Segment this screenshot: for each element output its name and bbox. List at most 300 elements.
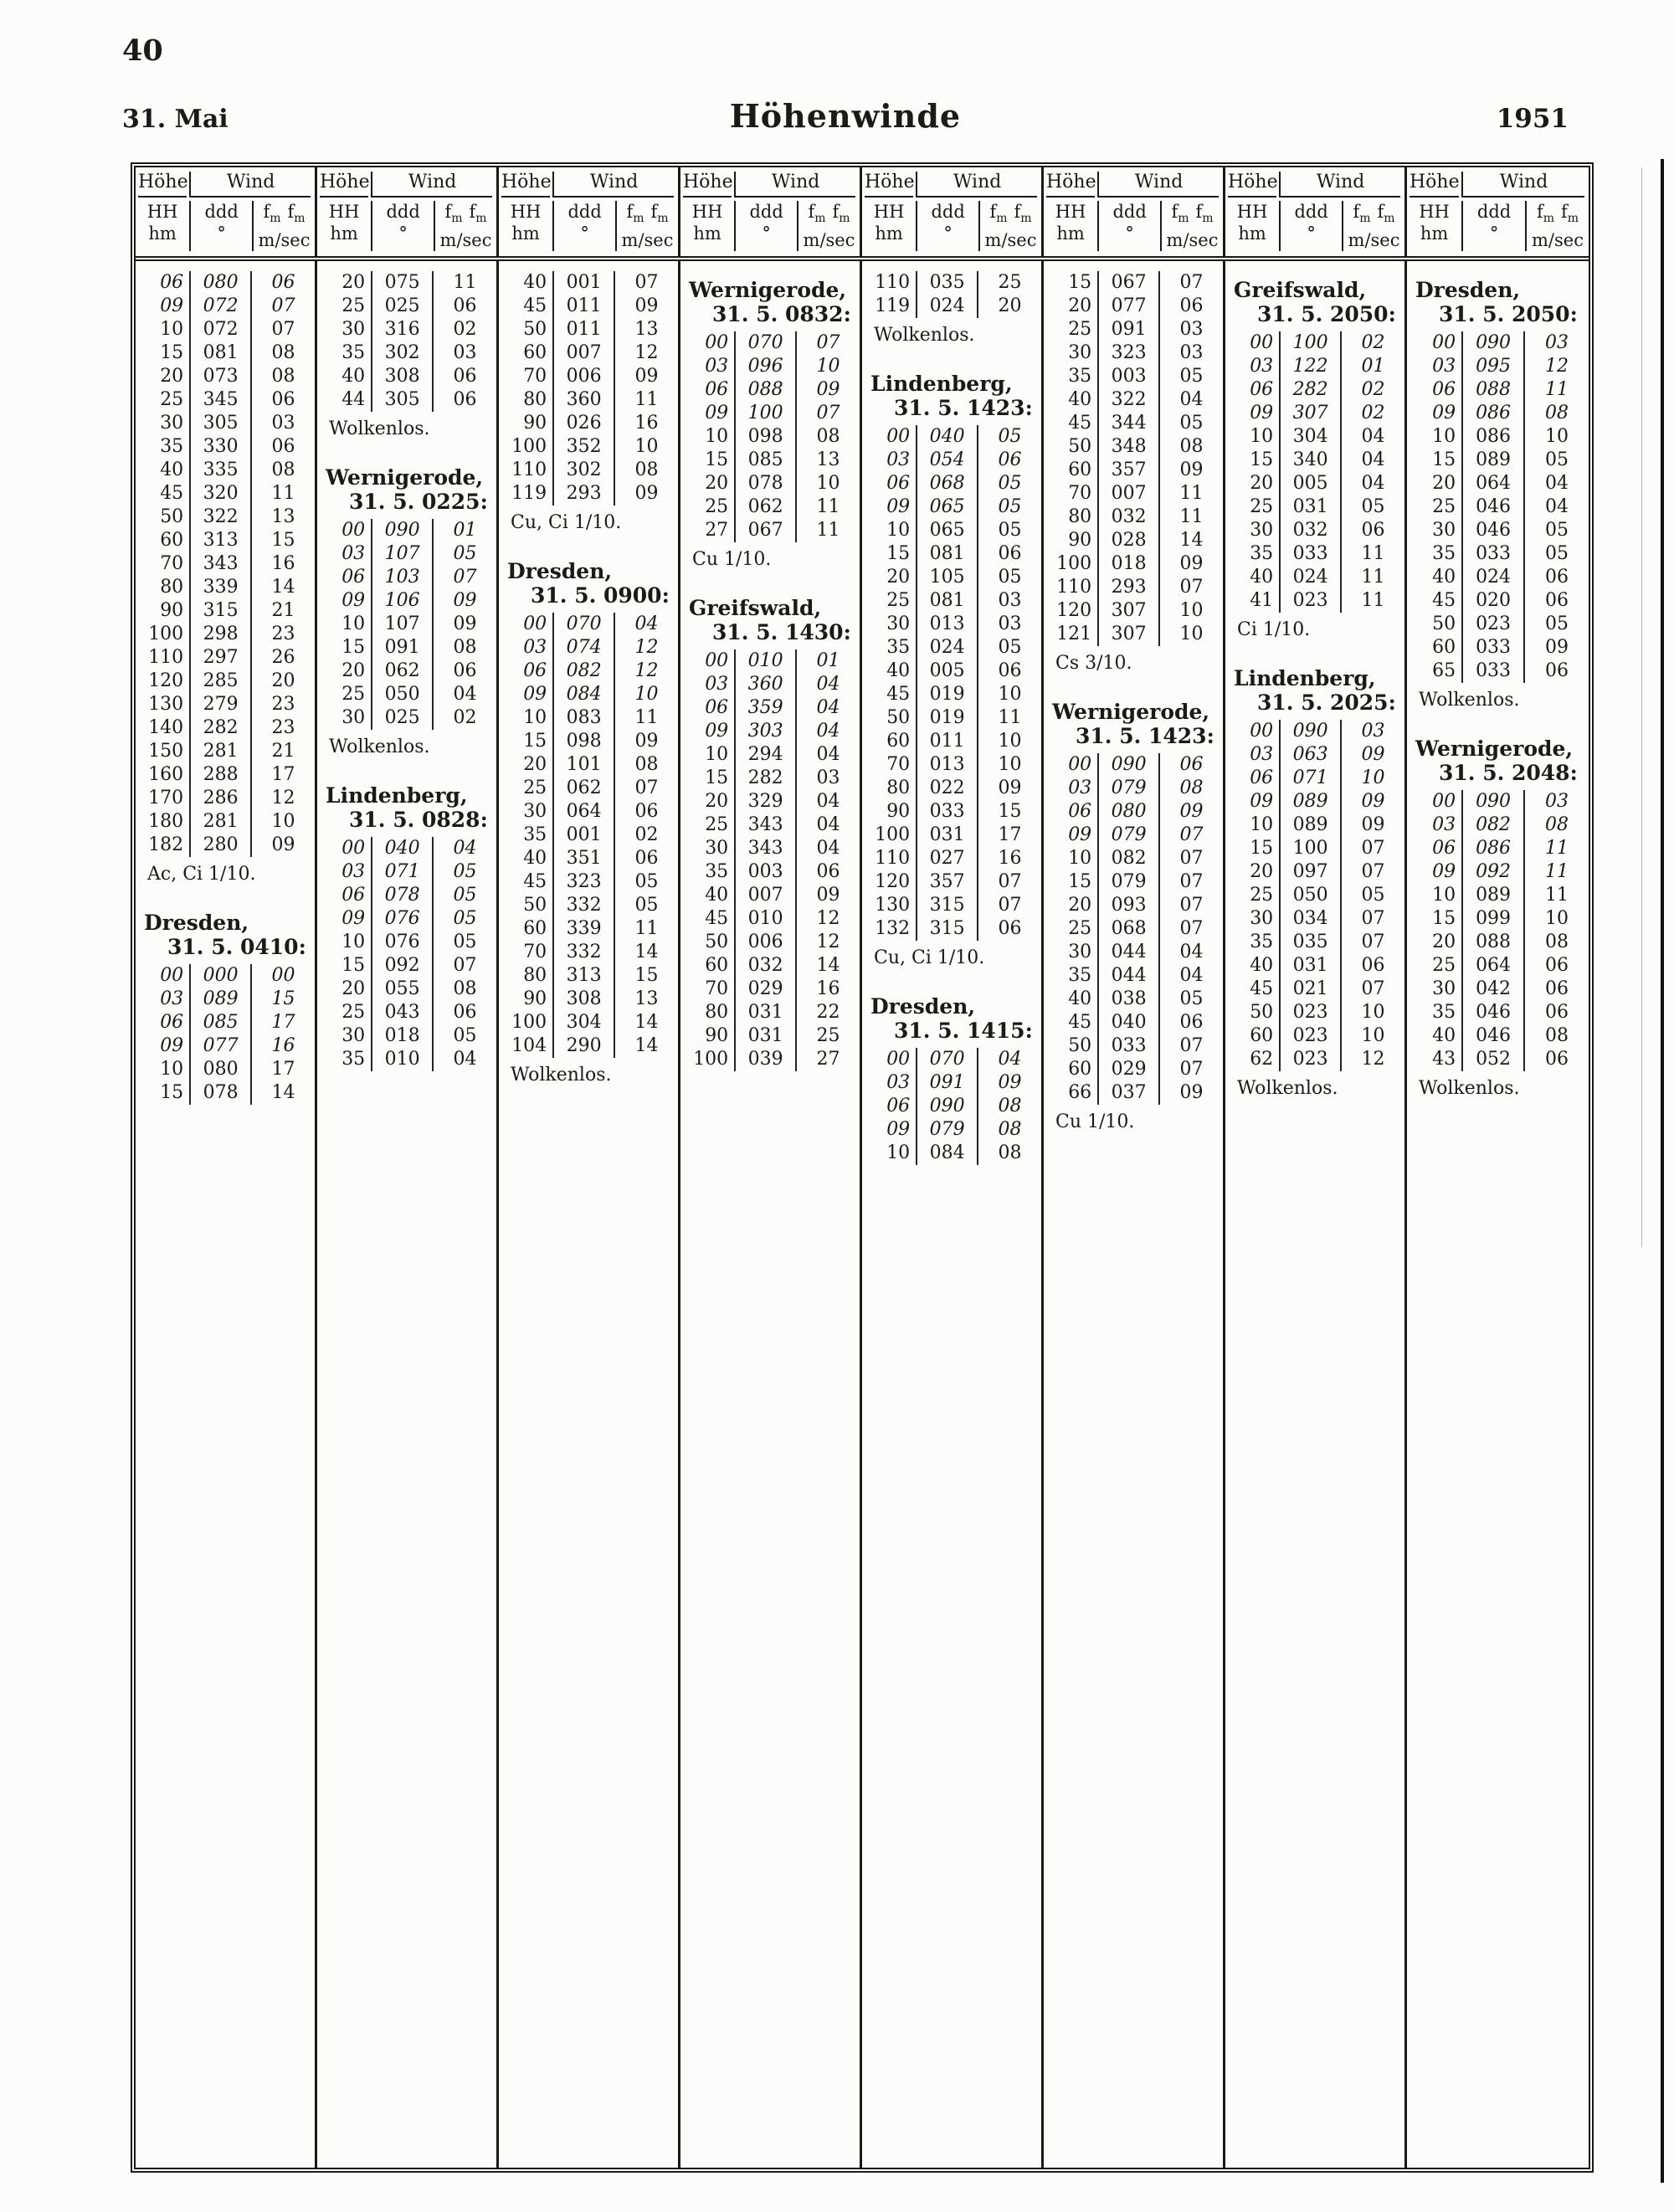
ddd-cell: 000 bbox=[189, 964, 252, 988]
hh-cell: 06 bbox=[705, 379, 729, 401]
table-row bbox=[136, 740, 315, 763]
hh-cell: 15 bbox=[1068, 871, 1092, 893]
ddd-cell: 005 bbox=[1279, 472, 1342, 495]
hh-cell: 90 bbox=[705, 1025, 729, 1047]
ddd-cell: 313 bbox=[552, 964, 615, 988]
table-row bbox=[499, 870, 678, 894]
hh-cell: 70 bbox=[160, 553, 184, 575]
fm-cell: 12 bbox=[816, 932, 840, 953]
fm-cell: 16 bbox=[998, 848, 1022, 870]
fm-cell: 05 bbox=[1545, 613, 1569, 635]
hh-cell: 25 bbox=[341, 1002, 366, 1024]
table-row bbox=[1225, 449, 1404, 472]
fm-cell: 04 bbox=[1179, 965, 1204, 987]
fm-cell: 06 bbox=[1545, 567, 1569, 588]
station-heading bbox=[1044, 700, 1223, 748]
fm-cell: 01 bbox=[816, 650, 840, 672]
hh-label: HH bbox=[146, 202, 178, 222]
ddd-cell: 026 bbox=[552, 412, 615, 435]
ddd-cell: 091 bbox=[1097, 318, 1160, 341]
table-row bbox=[1225, 542, 1404, 566]
hh-cell: 50 bbox=[886, 707, 911, 729]
table-row bbox=[499, 659, 678, 683]
hh-cell: 09 bbox=[523, 684, 547, 706]
hh-cell: 100 bbox=[1056, 553, 1092, 575]
ddd-cell: 081 bbox=[189, 341, 252, 365]
table-row bbox=[499, 388, 678, 412]
station-heading bbox=[862, 372, 1041, 420]
data-block bbox=[1407, 790, 1589, 1071]
fm-cell: 05 bbox=[1545, 520, 1569, 541]
table-row bbox=[1407, 837, 1589, 860]
fm-cell: 02 bbox=[1361, 403, 1385, 424]
table-row bbox=[499, 824, 678, 847]
hh-cell: 50 bbox=[1068, 1035, 1092, 1057]
table-row bbox=[317, 636, 496, 659]
table-row bbox=[136, 763, 315, 787]
cloud-note: Ac, Ci 1/10. bbox=[147, 864, 256, 885]
speed-unit: m/sec bbox=[1348, 230, 1400, 251]
table-row bbox=[1407, 790, 1589, 813]
fm-cell: 12 bbox=[271, 788, 295, 809]
station-heading bbox=[317, 783, 496, 832]
ddd-cell: 105 bbox=[916, 566, 978, 589]
hh-cell: 25 bbox=[341, 684, 366, 706]
fm-cell: 05 bbox=[1545, 543, 1569, 565]
ddd-cell: 315 bbox=[916, 917, 978, 941]
fm-cell: 04 bbox=[634, 613, 659, 635]
table-row bbox=[862, 472, 1041, 495]
speed-unit: m/sec bbox=[439, 230, 492, 251]
table-row bbox=[1044, 482, 1223, 506]
ddd-cell: 019 bbox=[916, 683, 978, 706]
fm-unit-header bbox=[797, 201, 860, 251]
ddd-cell: 323 bbox=[1097, 341, 1160, 365]
hh-cell: 60 bbox=[523, 918, 547, 940]
table-row bbox=[499, 706, 678, 730]
ddd-cell: 079 bbox=[916, 1118, 978, 1142]
ddd-cell: 042 bbox=[1461, 978, 1525, 1001]
hh-cell: 45 bbox=[160, 483, 184, 505]
hh-unit-header bbox=[1044, 201, 1097, 251]
date-label: 31. Mai bbox=[122, 105, 229, 134]
ddd-cell: 025 bbox=[371, 706, 434, 730]
fm-cell: 15 bbox=[271, 530, 295, 552]
ddd-cell: 031 bbox=[916, 824, 978, 847]
station-name: Dresden, bbox=[870, 994, 976, 1019]
ddd-cell: 062 bbox=[734, 495, 797, 519]
ddd-label: ddd bbox=[749, 202, 783, 222]
hh-cell: 25 bbox=[1432, 496, 1456, 518]
ddd-cell: 089 bbox=[1461, 884, 1525, 907]
data-block bbox=[136, 271, 315, 857]
table-row bbox=[136, 964, 315, 988]
ddd-cell: 343 bbox=[734, 837, 797, 860]
station-datetime: 31. 5. 0900: bbox=[531, 583, 670, 608]
station-datetime: 31. 5. 2048: bbox=[1439, 761, 1578, 786]
ddd-cell: 329 bbox=[734, 790, 797, 813]
table-row bbox=[1044, 506, 1223, 529]
table-row bbox=[680, 673, 860, 696]
fm-cell: 03 bbox=[1545, 791, 1569, 813]
hh-cell: 20 bbox=[1432, 473, 1456, 495]
hh-cell: 60 bbox=[160, 530, 184, 552]
hh-cell: 10 bbox=[523, 707, 547, 729]
fm-label: $f_m$ $f_m$ bbox=[626, 202, 669, 226]
ddd-cell: 010 bbox=[734, 907, 797, 931]
header-units-row bbox=[1044, 198, 1223, 251]
header-units-row bbox=[1407, 198, 1589, 251]
ddd-cell: 305 bbox=[189, 412, 252, 435]
hh-cell: 03 bbox=[886, 1072, 911, 1094]
table-row bbox=[136, 1081, 315, 1105]
table-row bbox=[317, 365, 496, 388]
hh-label: HH bbox=[510, 202, 542, 222]
ddd-cell: 316 bbox=[371, 318, 434, 341]
table-row bbox=[499, 730, 678, 753]
hh-cell: 25 bbox=[1068, 319, 1092, 341]
ddd-unit-header bbox=[1097, 201, 1160, 251]
ddd-cell: 281 bbox=[189, 740, 252, 763]
table-row bbox=[680, 1001, 860, 1024]
fm-cell: 05 bbox=[1179, 366, 1204, 387]
hh-cell: 30 bbox=[1068, 942, 1092, 963]
fm-cell: 05 bbox=[998, 496, 1022, 518]
hh-cell: 100 bbox=[693, 1049, 729, 1070]
fm-cell: 13 bbox=[816, 449, 840, 471]
table-row bbox=[136, 412, 315, 435]
hoehe-header: Höhe bbox=[320, 172, 368, 198]
station-datetime: 31. 5. 1423: bbox=[894, 396, 1033, 421]
fm-cell: 11 bbox=[998, 707, 1022, 729]
ddd-cell: 029 bbox=[734, 978, 797, 1001]
ddd-cell: 076 bbox=[371, 931, 434, 954]
ddd-cell: 106 bbox=[371, 589, 434, 613]
ddd-unit-header bbox=[371, 201, 434, 251]
ddd-label: ddd bbox=[204, 202, 239, 222]
header-top-row bbox=[1044, 172, 1223, 198]
table-row bbox=[862, 636, 1041, 659]
ddd-cell: 065 bbox=[916, 495, 978, 519]
hh-cell: 20 bbox=[1432, 932, 1456, 953]
table-row bbox=[862, 706, 1041, 730]
ddd-cell: 007 bbox=[734, 884, 797, 907]
hh-cell: 15 bbox=[160, 342, 184, 364]
ddd-cell: 067 bbox=[1097, 271, 1160, 295]
table-row bbox=[1407, 449, 1589, 472]
ddd-cell: 054 bbox=[916, 449, 978, 472]
ddd-cell: 082 bbox=[552, 659, 615, 683]
fm-cell: 04 bbox=[1361, 449, 1385, 471]
hh-cell: 119 bbox=[875, 295, 911, 317]
station-name: Lindenberg, bbox=[1234, 666, 1376, 691]
table-row bbox=[499, 482, 678, 506]
fm-cell: 02 bbox=[1361, 332, 1385, 354]
data-block bbox=[1225, 331, 1404, 613]
hh-cell: 90 bbox=[523, 413, 547, 434]
ddd-cell: 078 bbox=[371, 884, 434, 907]
table-row bbox=[1044, 870, 1223, 894]
hh-cell: 20 bbox=[523, 754, 547, 776]
station-heading bbox=[680, 596, 860, 644]
hh-cell: 60 bbox=[1432, 637, 1456, 659]
hh-cell: 80 bbox=[523, 965, 547, 987]
table-row bbox=[1044, 894, 1223, 917]
hh-cell: 15 bbox=[160, 1082, 184, 1104]
table-row bbox=[1225, 472, 1404, 495]
page-number: 40 bbox=[122, 33, 163, 68]
fm-cell: 06 bbox=[271, 272, 295, 294]
data-block bbox=[680, 331, 860, 542]
cloud-note: Wolkenlos. bbox=[329, 736, 430, 758]
ddd-cell: 046 bbox=[1461, 1024, 1525, 1048]
ddd-cell: 100 bbox=[734, 402, 797, 425]
fm-cell: 08 bbox=[271, 366, 295, 387]
fm-cell: 08 bbox=[453, 637, 477, 659]
ddd-cell: 032 bbox=[734, 954, 797, 978]
fm-cell: 07 bbox=[1179, 1059, 1204, 1080]
fm-cell: 12 bbox=[1361, 1049, 1385, 1070]
fm-cell: 09 bbox=[1179, 1082, 1204, 1104]
hoehe-header: Höhe bbox=[138, 172, 187, 198]
fm-cell: 15 bbox=[271, 988, 295, 1010]
ddd-cell: 294 bbox=[734, 743, 797, 767]
ddd-label: ddd bbox=[931, 202, 965, 222]
fm-cell: 06 bbox=[1545, 955, 1569, 977]
year-label: 1951 bbox=[1496, 104, 1569, 134]
hh-cell: 110 bbox=[1056, 577, 1092, 598]
column-group-header bbox=[680, 167, 862, 256]
speed-unit: m/sec bbox=[984, 230, 1037, 251]
ddd-label: ddd bbox=[1112, 202, 1147, 222]
fm-cell: 09 bbox=[1179, 459, 1204, 481]
ddd-cell: 122 bbox=[1279, 355, 1342, 378]
hh-cell: 06 bbox=[1432, 379, 1456, 401]
ddd-cell: 091 bbox=[371, 636, 434, 659]
fm-cell: 12 bbox=[634, 660, 659, 682]
hh-cell: 30 bbox=[160, 413, 184, 434]
table-row bbox=[317, 589, 496, 613]
fm-cell: 08 bbox=[634, 754, 659, 776]
ddd-cell: 068 bbox=[916, 472, 978, 495]
ddd-cell: 082 bbox=[1097, 847, 1160, 870]
table-row bbox=[1044, 800, 1223, 824]
table-row bbox=[1407, 860, 1589, 884]
hh-unit: hm bbox=[693, 223, 721, 244]
table-row bbox=[862, 1095, 1041, 1118]
table-row bbox=[1407, 884, 1589, 907]
hh-cell: 35 bbox=[523, 824, 547, 846]
table-row bbox=[136, 295, 315, 318]
table-row bbox=[1044, 529, 1223, 552]
fm-cell: 09 bbox=[634, 731, 659, 752]
ddd-cell: 345 bbox=[189, 388, 252, 412]
hh-cell: 100 bbox=[511, 436, 547, 458]
table-row bbox=[136, 988, 315, 1011]
table-row bbox=[1044, 412, 1223, 435]
data-block bbox=[680, 649, 860, 1071]
hh-cell: 50 bbox=[1432, 613, 1456, 635]
ddd-cell: 038 bbox=[1097, 988, 1160, 1011]
fm-cell: 04 bbox=[1179, 942, 1204, 963]
table-row bbox=[680, 978, 860, 1001]
fm-cell: 09 bbox=[634, 483, 659, 505]
table-row bbox=[1407, 472, 1589, 495]
table-row bbox=[1044, 271, 1223, 295]
hh-cell: 27 bbox=[705, 520, 729, 541]
hh-unit-header bbox=[1225, 201, 1279, 251]
table-row bbox=[1225, 790, 1404, 813]
table-column bbox=[1407, 261, 1589, 2168]
ddd-cell: 304 bbox=[552, 1011, 615, 1034]
table-row bbox=[136, 646, 315, 670]
table-row bbox=[1407, 331, 1589, 355]
hh-cell: 09 bbox=[705, 721, 729, 742]
fm-cell: 05 bbox=[453, 1025, 477, 1047]
fm-cell: 06 bbox=[1361, 955, 1385, 977]
fm-cell: 11 bbox=[816, 496, 840, 518]
fm-cell: 05 bbox=[1179, 413, 1204, 434]
hh-label: HH bbox=[1055, 202, 1086, 222]
fm-label: $f_m$ $f_m$ bbox=[1536, 202, 1579, 226]
ddd-cell: 033 bbox=[916, 800, 978, 824]
hh-cell: 35 bbox=[1250, 932, 1274, 953]
table-row bbox=[499, 1034, 678, 1058]
ddd-cell: 031 bbox=[734, 1001, 797, 1024]
table-row bbox=[1407, 495, 1589, 519]
table-row bbox=[499, 777, 678, 800]
fm-cell: 05 bbox=[998, 520, 1022, 541]
ddd-cell: 095 bbox=[1461, 355, 1525, 378]
ddd-cell: 079 bbox=[1097, 777, 1160, 800]
hh-cell: 25 bbox=[160, 389, 184, 411]
hh-cell: 130 bbox=[875, 895, 911, 916]
ddd-cell: 090 bbox=[371, 519, 434, 542]
ddd-cell: 293 bbox=[1097, 576, 1160, 599]
ddd-cell: 052 bbox=[1461, 1048, 1525, 1071]
table-row bbox=[317, 706, 496, 730]
hh-cell: 90 bbox=[1068, 530, 1092, 552]
fm-cell: 06 bbox=[1179, 295, 1204, 317]
hh-cell: 10 bbox=[1068, 848, 1092, 870]
ddd-cell: 303 bbox=[734, 720, 797, 743]
table-row bbox=[499, 964, 678, 988]
ddd-cell: 084 bbox=[916, 1142, 978, 1165]
hh-label: HH bbox=[873, 202, 905, 222]
ddd-cell: 100 bbox=[1279, 837, 1342, 860]
hoehe-header: Höhe bbox=[865, 172, 913, 198]
table-row bbox=[680, 696, 860, 720]
hh-cell: 03 bbox=[160, 988, 184, 1010]
ddd-cell: 043 bbox=[371, 1001, 434, 1024]
hh-cell: 30 bbox=[341, 1025, 366, 1047]
header-top-row bbox=[862, 172, 1041, 198]
hh-cell: 15 bbox=[1432, 908, 1456, 930]
fm-label: $f_m$ $f_m$ bbox=[808, 202, 850, 226]
fm-cell: 09 bbox=[998, 1072, 1022, 1094]
table-row bbox=[1407, 519, 1589, 542]
ddd-cell: 100 bbox=[1279, 331, 1342, 355]
hh-cell: 09 bbox=[160, 295, 184, 317]
table-row bbox=[1044, 388, 1223, 412]
hh-cell: 120 bbox=[875, 871, 911, 893]
ddd-cell: 293 bbox=[552, 482, 615, 506]
fm-cell: 15 bbox=[634, 965, 659, 987]
fm-cell: 10 bbox=[1179, 624, 1204, 645]
fm-cell: 09 bbox=[816, 885, 840, 906]
header-top-row bbox=[317, 172, 496, 198]
ddd-cell: 003 bbox=[1097, 365, 1160, 388]
hh-cell: 00 bbox=[705, 650, 729, 672]
station-datetime: 31. 5. 1415: bbox=[894, 1019, 1033, 1044]
ddd-cell: 089 bbox=[1279, 790, 1342, 813]
station-name: Wernigerode, bbox=[326, 465, 484, 490]
table-row bbox=[680, 331, 860, 355]
ddd-cell: 080 bbox=[189, 1058, 252, 1081]
table-row bbox=[862, 730, 1041, 753]
station-heading bbox=[1225, 666, 1404, 715]
fm-cell: 07 bbox=[1179, 272, 1204, 294]
table-row bbox=[862, 917, 1041, 941]
table-row bbox=[1044, 988, 1223, 1011]
hh-unit-header bbox=[1407, 201, 1461, 251]
header-units-row bbox=[680, 198, 860, 251]
table-row bbox=[499, 894, 678, 917]
hh-cell: 70 bbox=[705, 978, 729, 1000]
ddd-cell: 075 bbox=[371, 271, 434, 295]
table-row bbox=[1044, 552, 1223, 576]
fm-cell: 05 bbox=[1361, 496, 1385, 518]
hh-cell: 06 bbox=[1250, 767, 1274, 789]
hh-cell: 00 bbox=[1068, 754, 1092, 776]
fm-cell: 17 bbox=[271, 1012, 295, 1034]
table-row bbox=[680, 449, 860, 472]
fm-cell: 15 bbox=[998, 801, 1022, 823]
table-row bbox=[136, 1011, 315, 1034]
hh-cell: 70 bbox=[1068, 483, 1092, 505]
table-column bbox=[1225, 261, 1407, 2168]
table-row bbox=[136, 435, 315, 459]
station-datetime: 31. 5. 2050: bbox=[1439, 302, 1578, 327]
ddd-cell: 286 bbox=[189, 787, 252, 810]
ddd-cell: 088 bbox=[734, 378, 797, 402]
ddd-cell: 086 bbox=[1461, 402, 1525, 425]
hh-cell: 80 bbox=[886, 778, 911, 799]
table-row bbox=[317, 683, 496, 706]
data-block bbox=[862, 425, 1041, 941]
fm-cell: 04 bbox=[453, 1049, 477, 1070]
hh-cell: 45 bbox=[1068, 1012, 1092, 1034]
table-row bbox=[317, 907, 496, 931]
ddd-cell: 072 bbox=[189, 295, 252, 318]
table-row bbox=[317, 318, 496, 341]
cloud-note: Wolkenlos. bbox=[329, 418, 430, 440]
hh-cell: 40 bbox=[1068, 389, 1092, 411]
ddd-unit-header bbox=[1279, 201, 1342, 251]
ddd-cell: 011 bbox=[916, 730, 978, 753]
hh-cell: 00 bbox=[341, 838, 366, 860]
ddd-cell: 302 bbox=[371, 341, 434, 365]
table-row bbox=[499, 917, 678, 941]
table-row bbox=[317, 659, 496, 683]
ddd-cell: 359 bbox=[734, 696, 797, 720]
hh-cell: 60 bbox=[1068, 459, 1092, 481]
table-row bbox=[499, 365, 678, 388]
fm-unit-header bbox=[252, 201, 315, 251]
hh-cell: 50 bbox=[705, 932, 729, 953]
fm-cell: 06 bbox=[998, 918, 1022, 940]
ddd-cell: 035 bbox=[916, 271, 978, 295]
